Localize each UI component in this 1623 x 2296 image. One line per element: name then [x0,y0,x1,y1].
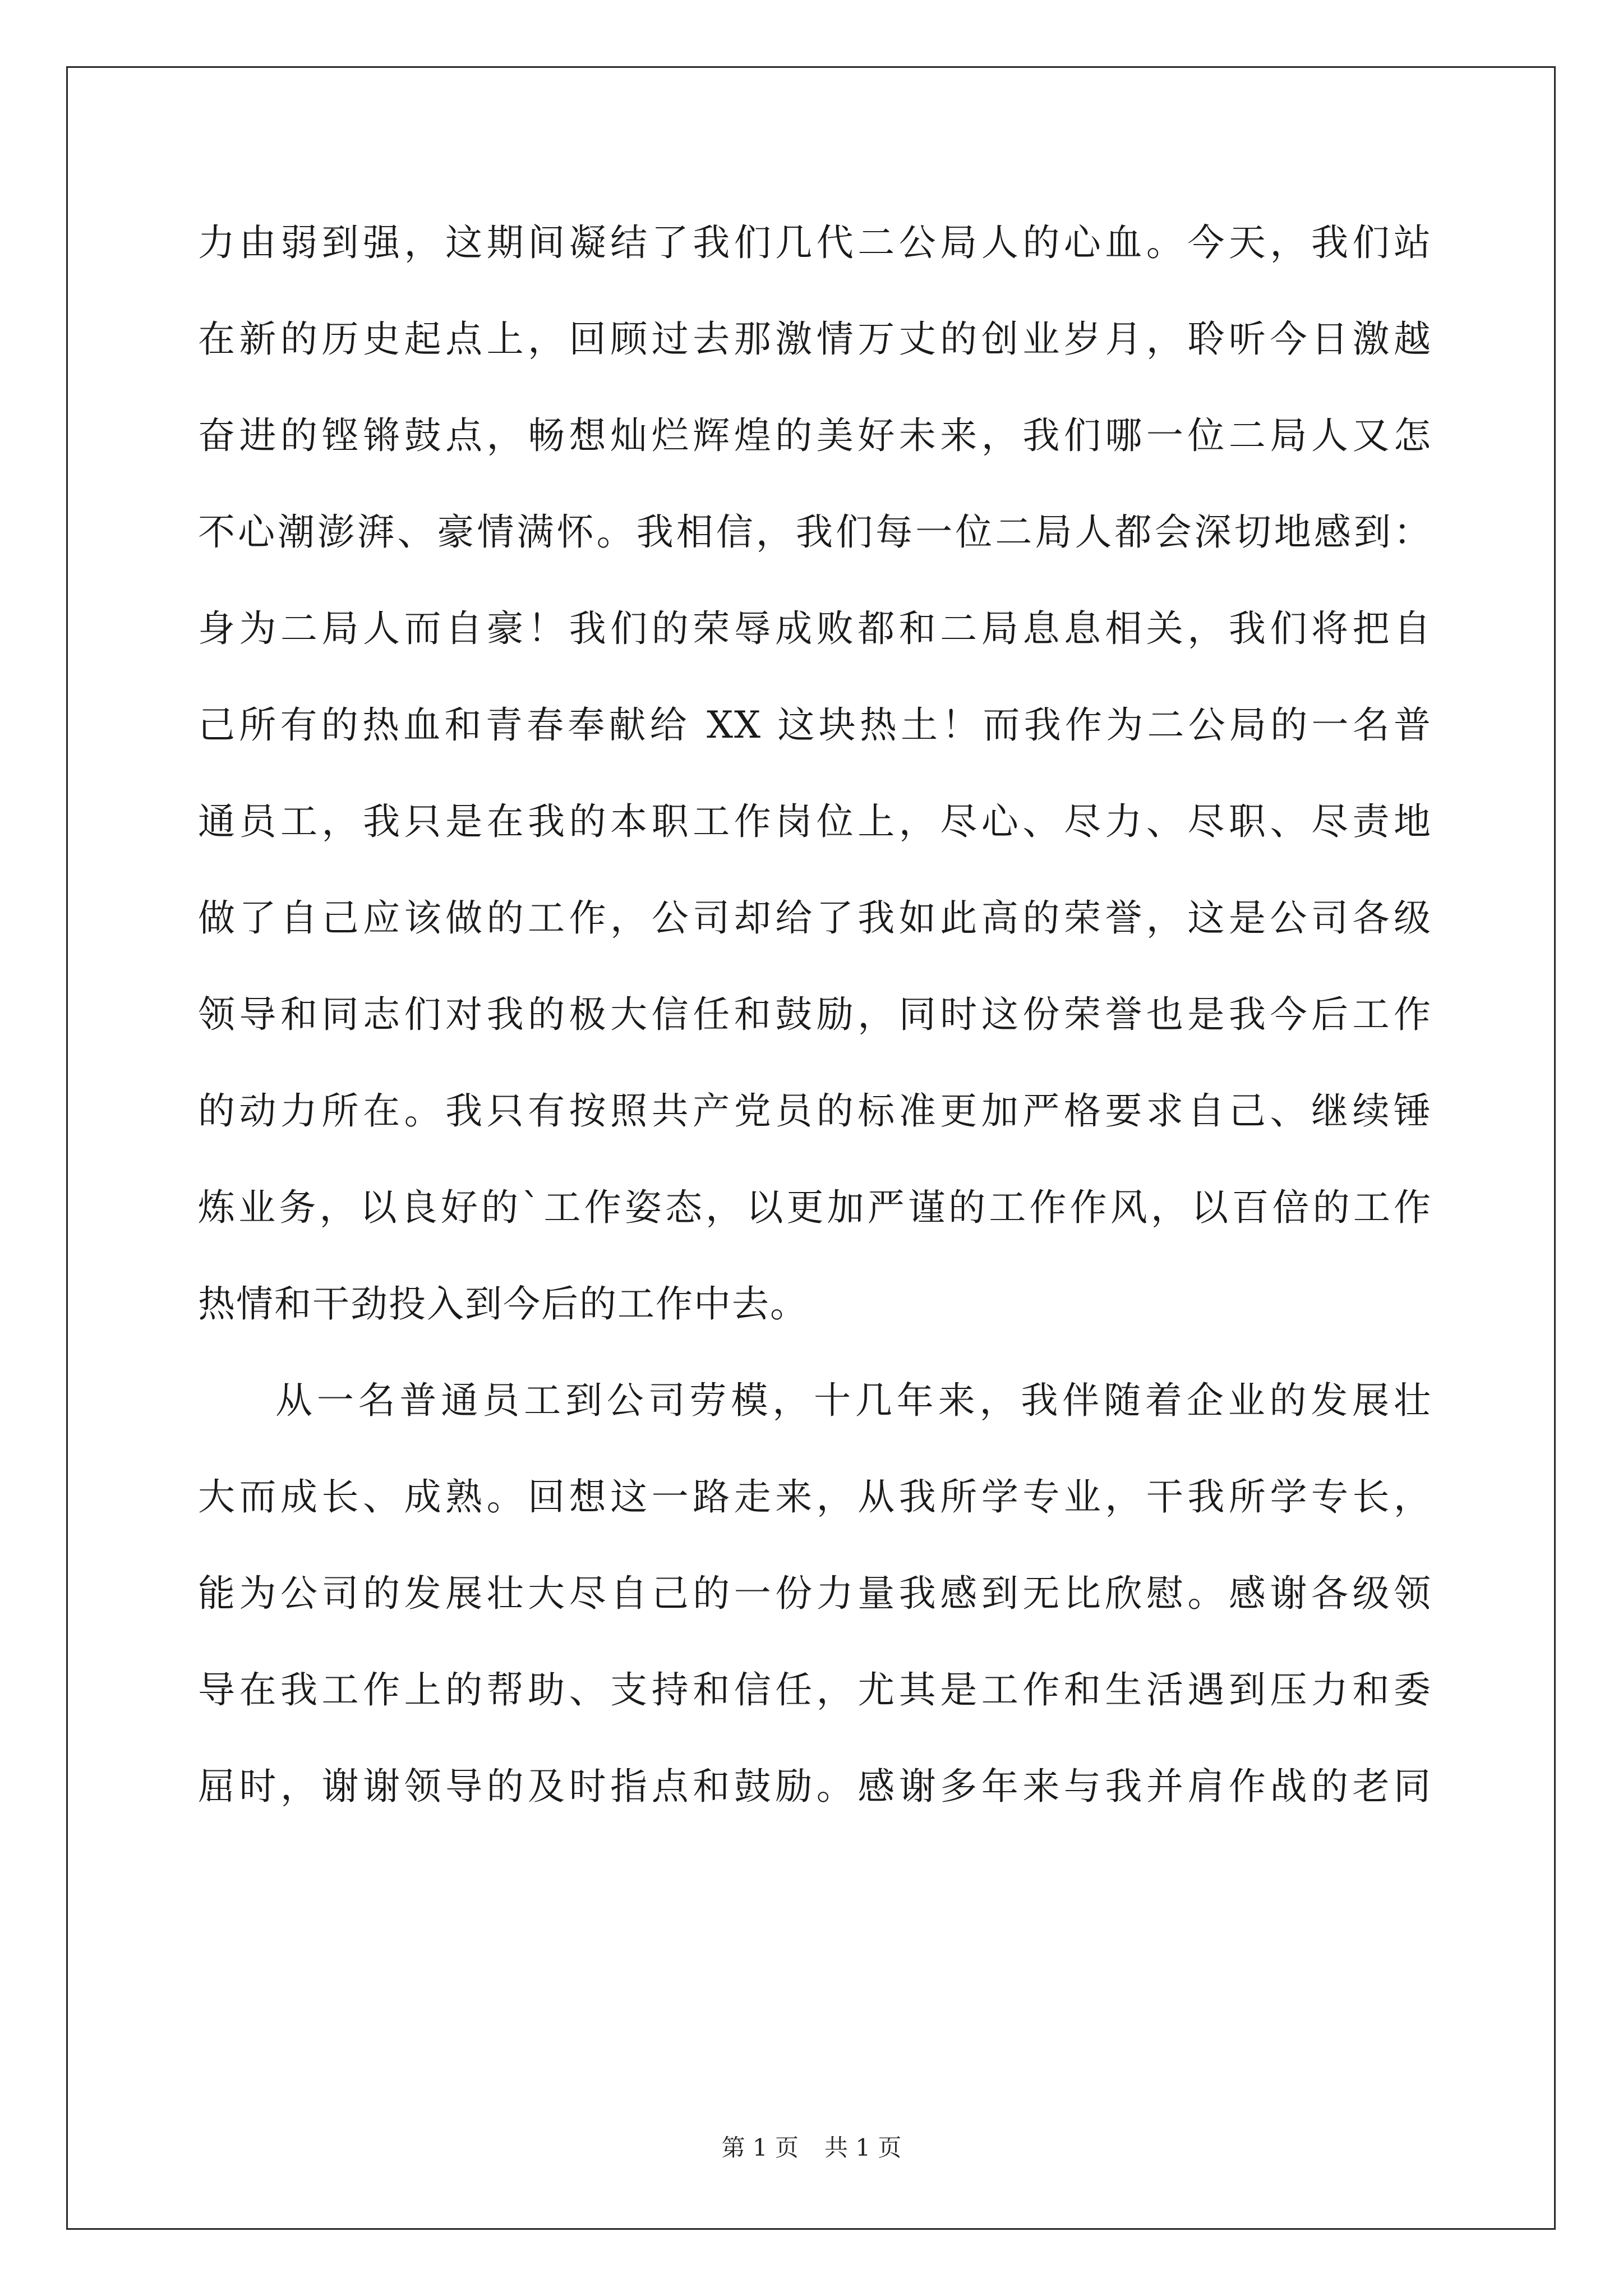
text-line: 不心潮澎湃、豪情满怀。我相信，我们每一位二局人都会深切地感到： [198,510,1432,554]
text-line: 力由弱到强，这期间凝结了我们几代二公局人的心血。今天，我们站 [198,221,1432,264]
document-body [198,220,1432,1861]
page-total: 共 1 页 [824,2134,902,2161]
text-line: 奋进的铿锵鼓点，畅想灿烂辉煌的美好未来，我们哪一位二局人又怎 [198,414,1432,457]
page-number: 第 1 页 [721,2134,799,2161]
text-line: 己所有的热血和青春奉献给 XX 这块热土！而我作为二公局的一名普 [198,703,1432,747]
text-line: 通员工，我只是在我的本职工作岗位上，尽心、尽力、尽职、尽责地 [198,800,1432,843]
text-line: 导在我工作上的帮助、支持和信任，尤其是工作和生活遇到压力和委 [198,1668,1432,1711]
text-line: 的动力所在。我只有按照共产党员的标准更加严格要求自己、继续锤 [198,1089,1432,1133]
text-line: 炼业务，以良好的`工作姿态，以更加严谨的工作作风，以百倍的工作 [198,1186,1432,1229]
text-line: 做了自己应该做的工作，公司却给了我如此高的荣誉，这是公司各级 [198,896,1432,940]
text-line: 身为二局人而自豪！我们的荣辱成败都和二局息息相关，我们将把自 [198,607,1432,650]
page-footer [0,2134,1623,2162]
text-line: 大而成长、成熟。回想这一路走来，从我所学专业，干我所学专长， [198,1475,1432,1519]
text-line: 屈时，谢谢领导的及时指点和鼓励。感谢多年来与我并肩作战的老同 [198,1765,1432,1808]
text-line: 能为公司的发展壮大尽自己的一份力量我感到无比欣慰。感谢各级领 [198,1572,1432,1615]
text-line: 在新的历史起点上，回顾过去那激情万丈的创业岁月，聆听今日激越 [198,318,1432,361]
paragraph-first-line: 从一名普通员工到公司劳模，十几年来，我伴随着企业的发展壮 [275,1379,1432,1422]
text-line: 领导和同志们对我的极大信任和鼓励，同时这份荣誉也是我今后工作 [198,993,1432,1036]
paragraph-end-line: 热情和干劲投入到今后的工作中去。 [198,1282,808,1326]
